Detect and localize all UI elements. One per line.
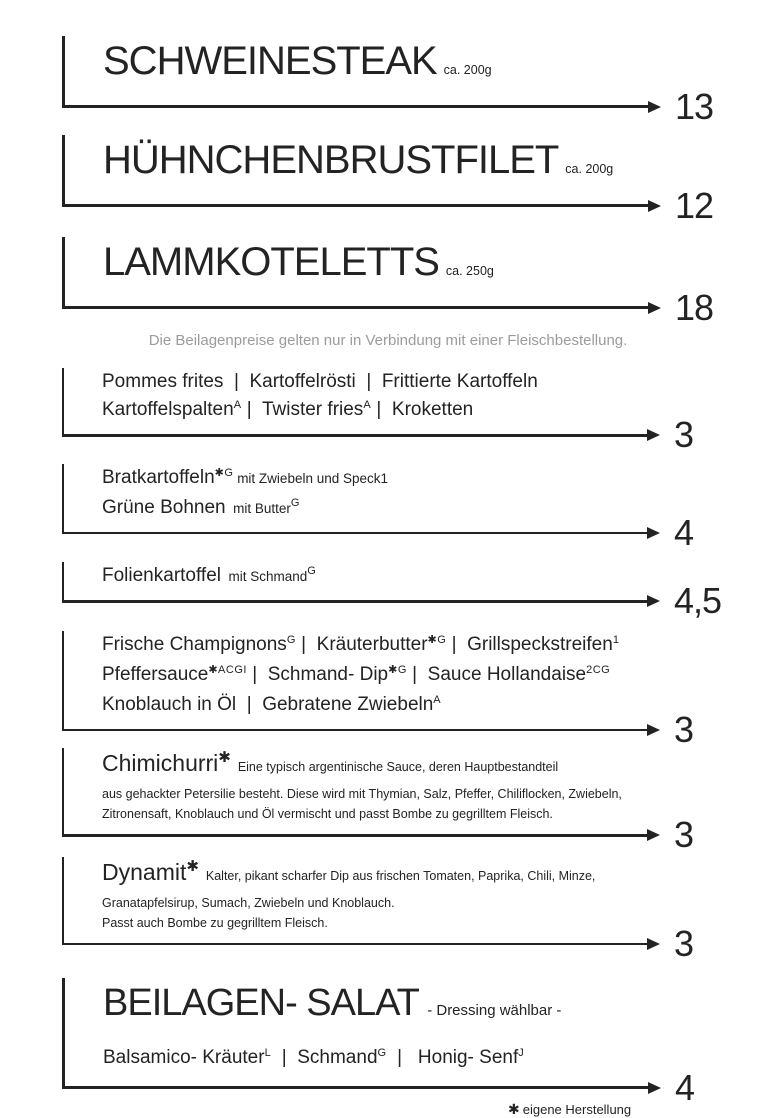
price-pointer (65, 1066, 776, 1108)
item-text (64, 368, 776, 426)
menu-item-toppings (62, 631, 776, 750)
item-text-line: Balsamico- Kräuter$^L$ | Schmand$^G$ | Honig- Senf$^J$ (103, 1047, 525, 1068)
item-text (64, 562, 776, 592)
price-pointer (65, 286, 776, 328)
price: 4 (674, 511, 694, 553)
sides-note: Die Beilagenpreise gelten nur in Verbindung mit einer Fleischbestellung. (148, 332, 628, 349)
arrow-line-icon (64, 729, 647, 732)
arrow-line-icon (65, 1086, 648, 1089)
asterisk-icon: ✱ (508, 1101, 520, 1117)
meat-items-section (0, 36, 776, 328)
arrow-line-icon (65, 105, 648, 108)
arrow-line-icon (65, 204, 648, 207)
item-text-line: Pfeffersauce$^{✱ACGI}$ | Schmand- Dip$^{✱G}$ | Sauce Hollandaise$^{2CG}$ (102, 663, 611, 685)
menu-item-kartoffel-beilagen (62, 368, 776, 456)
price: 13 (675, 85, 714, 127)
item-text (65, 237, 776, 296)
menu-item-chimichurri (62, 748, 776, 856)
price: 3 (674, 922, 694, 964)
price-pointer (64, 511, 776, 553)
footnote-label: eigene Herstellung (522, 1102, 632, 1117)
item-text-line: Folienkartoffel mit Schmand$^G$ (102, 565, 317, 586)
item-text (64, 857, 776, 933)
side-items-section (0, 368, 776, 1108)
arrow-line-icon (64, 434, 647, 437)
price: 18 (675, 286, 714, 328)
item-text-line: Dynamit✱ Kalter, pikant scharfer Dip aus frischen Tomaten, Paprika, Chili, Minze, (102, 857, 596, 885)
menu-item-dynamit (62, 857, 776, 964)
item-text-line: Zitronensaft, Knoblauch und Öl vermischt und passt Bombe zu gegrilltem Fleisch. (102, 807, 553, 821)
menu-item-beilagen-salat (62, 978, 776, 1108)
item-text-line: aus gehackter Petersilie besteht. Diese wird mit Thymian, Salz, Pfeffer, Chiliflocken, Zwiebeln, (102, 787, 622, 801)
item-text (65, 135, 776, 194)
menu-item-bratkartoffeln (62, 464, 776, 553)
item-text-line: Pommes frites | Kartoffelrösti | Frittierte Kartoffeln (102, 371, 538, 392)
price-pointer (65, 184, 776, 226)
price: 4,5 (674, 580, 722, 622)
price-pointer (65, 85, 776, 127)
item-text-line: SCHWEINESTEAK ca. 200g (103, 39, 492, 83)
menu-item-schweinesteak (62, 36, 776, 127)
price: 3 (674, 814, 694, 856)
item-text (65, 978, 776, 1074)
menu-item-folienkartoffel (62, 562, 776, 622)
price-pointer (64, 708, 776, 750)
arrow-line-icon (65, 306, 648, 309)
item-text-line: BEILAGEN- SALAT - Dressing wählbar - (103, 982, 562, 1024)
item-text-line: Kartoffelspalten$^A$ | Twister fries$^A$ | Kroketten (102, 399, 474, 420)
item-text-line: LAMMKOTELETTS ca. 250g (103, 240, 494, 284)
arrow-line-icon (64, 834, 647, 837)
item-text-line: Grüne Bohnen mit Butter$^G$ (102, 496, 300, 518)
item-text (64, 464, 776, 524)
price: 3 (674, 708, 694, 750)
item-text-line: Granatapfelsirup, Sumach, Zwiebeln und Knoblauch. (102, 895, 395, 910)
price: 12 (675, 184, 714, 226)
price: 3 (674, 414, 694, 456)
menu-page (0, 36, 776, 1118)
item-text (64, 631, 776, 721)
arrow-line-icon (64, 600, 647, 603)
item-text (64, 748, 776, 824)
item-text (65, 36, 776, 95)
menu-item-huehnchenbrustfilet (62, 135, 776, 226)
item-text-line: Bratkartoffeln$^{✱G}$ mit Zwiebeln und Speck1 (102, 466, 389, 488)
item-text-line: Frische Champignons$^G$ | Kräuterbutter$^{✱G}$ | Grillspeckstreifen$^1$ (102, 633, 620, 655)
price-pointer (64, 414, 776, 456)
item-text-line: HÜHNCHENBRUSTFILET ca. 200g (103, 138, 614, 182)
item-text-line: Knoblauch in Öl | Gebratene Zwiebeln$^A$ (102, 693, 442, 715)
price-pointer (64, 580, 776, 622)
item-text-line: Passt auch Bombe zu gegrilltem Fleisch. (102, 915, 328, 930)
price: 4 (675, 1066, 695, 1108)
arrow-line-icon (64, 532, 647, 535)
item-text-line: Chimichurri✱ Eine typisch argentinische Sauce, deren Hauptbestandteil (102, 749, 559, 776)
footnote (508, 1101, 776, 1118)
menu-item-lammkoteletts (62, 237, 776, 328)
arrow-line-icon (64, 943, 647, 946)
